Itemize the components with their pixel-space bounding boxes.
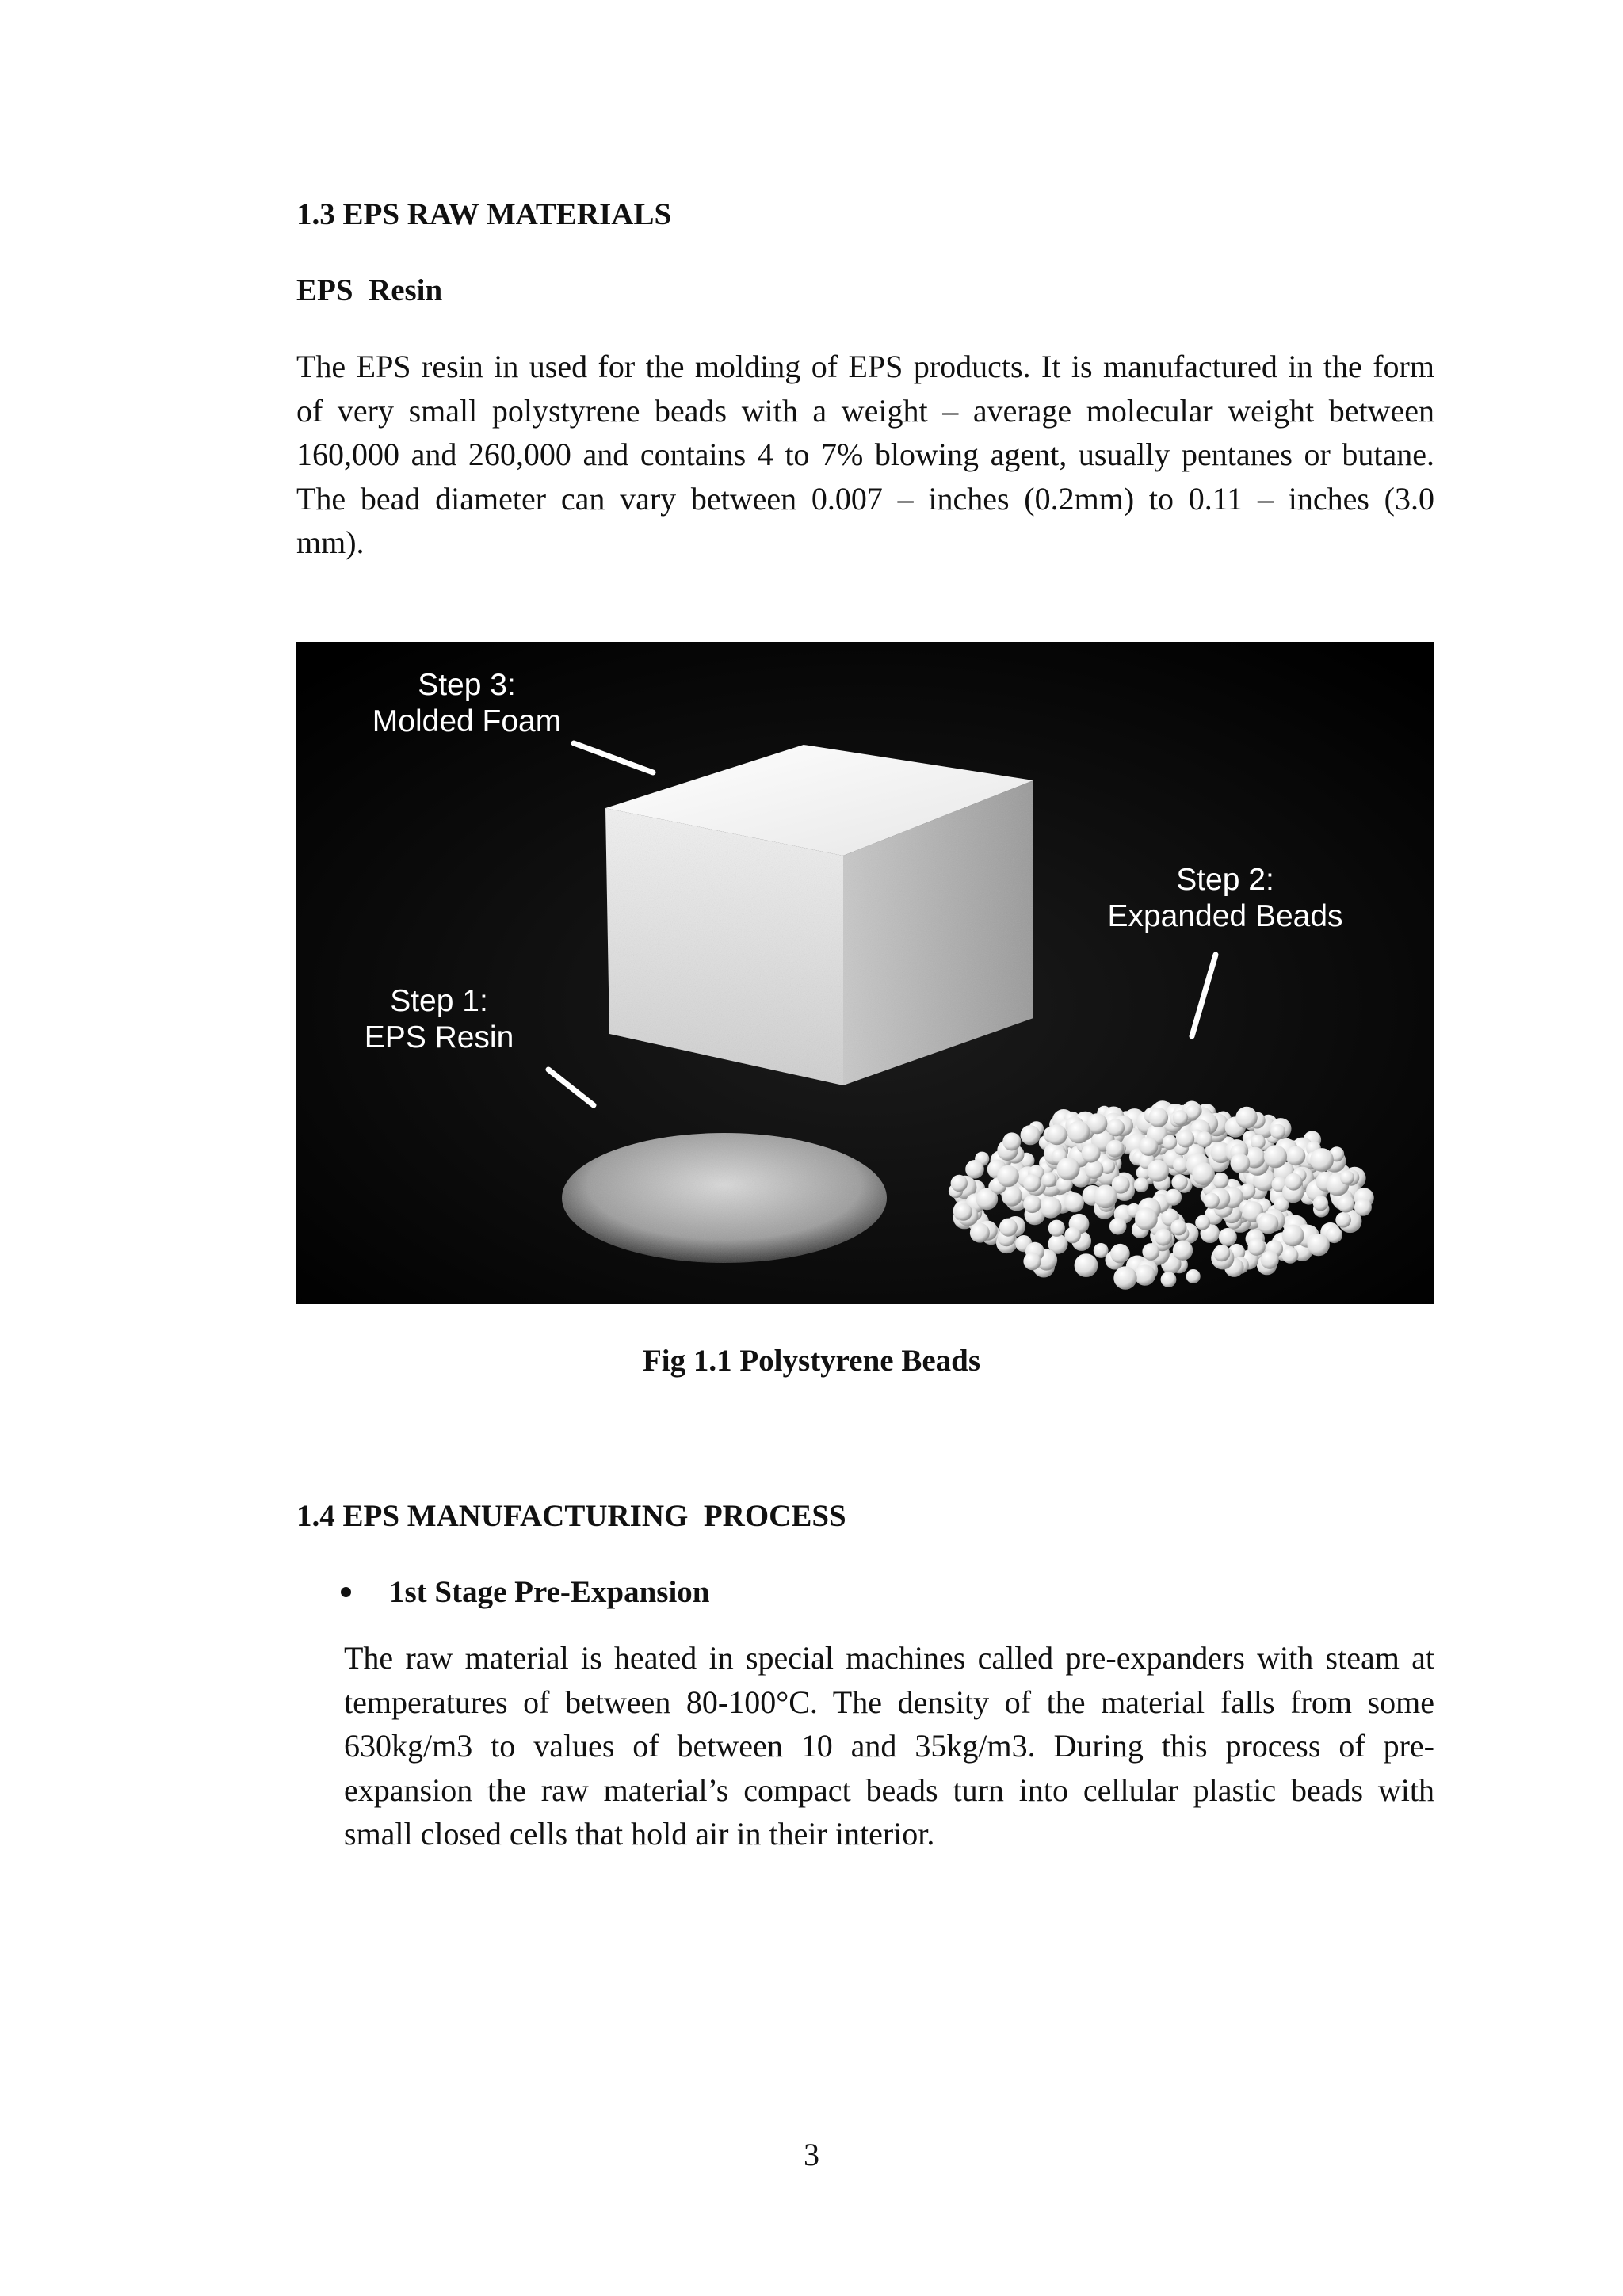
expanded-bead (1155, 1229, 1172, 1246)
expanded-bead (1186, 1269, 1201, 1283)
bullet-item-pre-expansion (341, 1574, 709, 1610)
section-heading-raw-materials: 1.3 EPS RAW MATERIALS (296, 197, 672, 231)
expanded-bead (1212, 1173, 1228, 1188)
expanded-bead (1148, 1108, 1168, 1127)
expanded-bead (1041, 1173, 1056, 1188)
expanded-bead (951, 1175, 968, 1192)
paragraph-line: of very small polystyrene beads with a weight – average molecular weight between (296, 392, 1434, 429)
expanded-bead (1107, 1119, 1125, 1136)
expanded-bead (1110, 1244, 1130, 1264)
expanded-bead (1230, 1154, 1250, 1173)
expanded-bead (955, 1203, 972, 1221)
expanded-bead (1085, 1160, 1104, 1179)
label-step1-number: Step 1: (390, 984, 488, 1018)
expanded-bead (1192, 1162, 1215, 1185)
paragraph-line: expansion the raw material’s compact beads turn into cellular plastic beads with (344, 1772, 1434, 1808)
expanded-bead (1313, 1196, 1328, 1211)
expanded-bead (1354, 1199, 1372, 1216)
expanded-bead (1258, 1214, 1278, 1234)
expanded-bead (1021, 1125, 1041, 1145)
section-heading-manufacturing-process: 1.4 EPS MANUFACTURING PROCESS (296, 1499, 846, 1533)
expanded-bead (1261, 1251, 1279, 1269)
expanded-bead (1002, 1132, 1021, 1150)
expanded-bead (1142, 1243, 1159, 1261)
expanded-bead (1094, 1184, 1117, 1208)
paragraph-eps-resin (296, 345, 1434, 565)
expanded-bead (1064, 1192, 1084, 1212)
expanded-bead (1047, 1124, 1067, 1145)
expanded-bead (1161, 1272, 1177, 1287)
expanded-bead (1056, 1158, 1079, 1180)
eps-resin-pile (562, 1133, 887, 1263)
expanded-bead (1135, 1207, 1158, 1230)
expanded-bead (1064, 1227, 1081, 1244)
expanded-bead (997, 1165, 1019, 1188)
paragraph-pre-expansion (344, 1636, 1434, 1856)
expanded-bead (1335, 1212, 1351, 1228)
bullet-label: 1st Stage Pre-Expansion (389, 1575, 710, 1609)
expanded-bead (1177, 1130, 1194, 1147)
expanded-bead (1195, 1215, 1210, 1230)
expanded-bead (1308, 1234, 1330, 1256)
expanded-bead (1163, 1135, 1177, 1150)
expanded-bead (1113, 1266, 1136, 1289)
expanded-bead (1075, 1253, 1098, 1277)
expanded-bead (999, 1219, 1018, 1237)
expanded-bead (1023, 1253, 1041, 1270)
expanded-bead (1270, 1124, 1285, 1139)
figure-polystyrene-beads (296, 642, 1434, 1304)
expanded-bead (965, 1160, 984, 1179)
paragraph-line: 160,000 and 260,000 and contains 4 to 7% blowing agent, usually pentanes or butane. (296, 437, 1434, 472)
expanded-bead (1171, 1174, 1187, 1190)
expanded-bead (1134, 1264, 1155, 1286)
subheading-eps-resin: EPS Resin (296, 273, 443, 307)
label-step3-number: Step 3: (418, 668, 516, 702)
page-number: 3 (804, 2137, 819, 2172)
bullet-icon (341, 1587, 351, 1597)
expanded-bead (1340, 1170, 1354, 1184)
expanded-bead (1213, 1245, 1230, 1261)
paragraph-line: small closed cells that hold air in their interior. (344, 1816, 935, 1852)
expanded-bead (1173, 1110, 1188, 1125)
figure-illustration (296, 642, 1434, 1304)
expanded-bead (1048, 1220, 1065, 1237)
figure-caption: Fig 1.1 Polystyrene Beads (642, 1344, 981, 1378)
paragraph-line: mm). (296, 524, 365, 560)
expanded-bead (1282, 1225, 1304, 1247)
expanded-bead (1134, 1177, 1149, 1192)
expanded-bead (1282, 1247, 1299, 1264)
expanded-bead (1285, 1173, 1302, 1191)
molded-foam-cube (605, 745, 1033, 1085)
expanded-bead (1023, 1174, 1041, 1192)
expanded-bead (1286, 1146, 1306, 1166)
expanded-bead (1197, 1131, 1212, 1147)
paragraph-line: 630kg/m3 to values of between 10 and 35kg/m3. During this process of pre- (344, 1728, 1434, 1764)
expanded-bead (1165, 1189, 1182, 1206)
expanded-bead (1040, 1196, 1061, 1218)
paragraph-line: The raw material is heated in special machines called pre-expanders with steam at (344, 1640, 1434, 1676)
label-step1-name: EPS Resin (364, 1020, 514, 1055)
expanded-bead (970, 1223, 990, 1243)
expanded-bead (1235, 1107, 1258, 1129)
expanded-bead (1173, 1241, 1193, 1261)
expanded-bead (1264, 1145, 1287, 1168)
expanded-bead (1067, 1121, 1090, 1144)
expanded-bead (1248, 1238, 1266, 1256)
expanded-bead (1338, 1196, 1355, 1213)
expanded-bead (1204, 1193, 1220, 1209)
paragraph-line: The bead diameter can vary between 0.007 – inches (0.2mm) to 0.11 – inches (3.0 (296, 480, 1434, 517)
expanded-bead (1023, 1195, 1041, 1213)
expanded-bead (1109, 1218, 1127, 1235)
expanded-bead (1170, 1219, 1186, 1235)
expanded-bead (1310, 1148, 1334, 1172)
paragraph-line: The EPS resin in used for the molding of EPS products. It is manufactured in the form (296, 349, 1434, 384)
expanded-bead (1082, 1144, 1101, 1163)
expanded-bead (1219, 1228, 1237, 1246)
label-step2-name: Expanded Beads (1107, 899, 1343, 933)
expanded-bead (1147, 1160, 1169, 1182)
label-step3-name: Molded Foam (372, 704, 562, 738)
label-step2-number: Step 2: (1176, 863, 1274, 897)
paragraph-line: temperatures of between 80-100°C. The density of the material falls from some (344, 1684, 1434, 1720)
expanded-bead (1140, 1137, 1159, 1156)
expanded-bead (1106, 1140, 1124, 1158)
